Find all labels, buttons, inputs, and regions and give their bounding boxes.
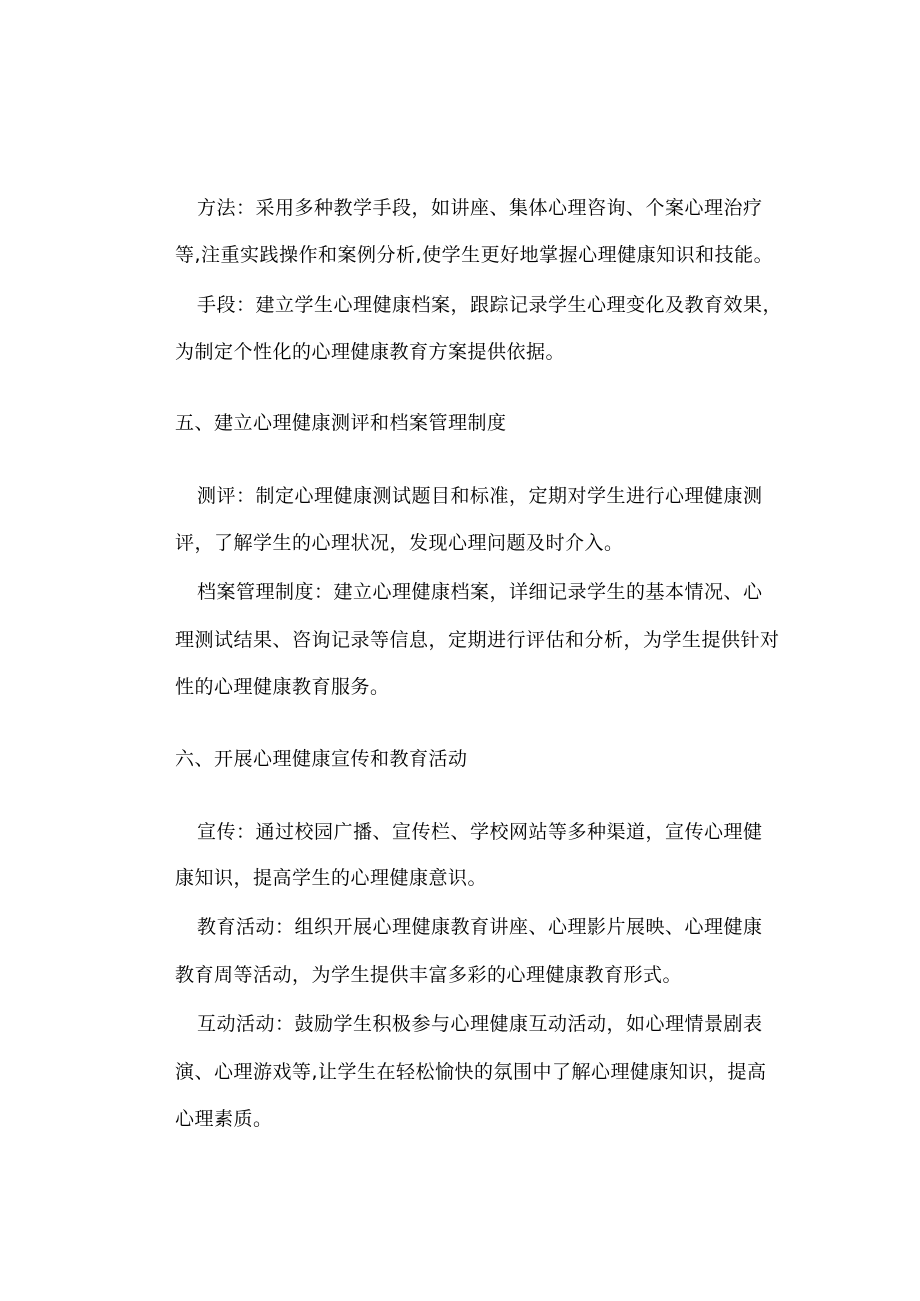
interactive-activity-line-1: 互动活动：鼓励学生积极参与心理健康互动活动，如心理情景剧表 bbox=[197, 1013, 763, 1035]
interactive-activity-line-2: 演、心理游戏等,让学生在轻松愉快的氛围中了解心理健康知识，提高 bbox=[175, 1061, 767, 1083]
means-line-1: 手段：建立学生心理健康档案，跟踪记录学生心理变化及教育效果， bbox=[197, 294, 783, 316]
publicity-line-2: 康知识，提高学生的心理健康意识。 bbox=[175, 867, 488, 889]
archive-line-3: 性的心理健康教育服务。 bbox=[175, 676, 390, 698]
means-line-2: 为制定个性化的心理健康教育方案提供依据。 bbox=[175, 341, 566, 363]
publicity-line-1: 宣传：通过校园广播、宣传栏、学校网站等多种渠道，宣传心理健 bbox=[197, 821, 763, 843]
section-six-heading: 六、开展心理健康宣传和教育活动 bbox=[175, 748, 468, 770]
assessment-line-2: 评，了解学生的心理状况，发现心理问题及时介入。 bbox=[175, 532, 624, 554]
method-line-1: 方法：采用多种教学手段，如讲座、集体心理咨询、个案心理治疗 bbox=[197, 197, 763, 219]
education-activity-line-2: 教育周等活动，为学生提供丰富多彩的心理健康教育形式。 bbox=[175, 964, 683, 986]
education-activity-line-1: 教育活动：组织开展心理健康教育讲座、心理影片展映、心理健康 bbox=[197, 916, 763, 938]
archive-line-1: 档案管理制度：建立心理健康档案，详细记录学生的基本情况、心 bbox=[197, 581, 763, 603]
method-line-2: 等,注重实践操作和案例分析,使学生更好地掌握心理健康知识和技能。 bbox=[175, 244, 774, 266]
archive-line-2: 理测试结果、咨询记录等信息，定期进行评估和分析，为学生提供针对 bbox=[175, 629, 780, 651]
assessment-line-1: 测评：制定心理健康测试题目和标准，定期对学生进行心理健康测 bbox=[197, 485, 763, 507]
interactive-activity-line-3: 心理素质。 bbox=[175, 1108, 273, 1130]
section-five-heading: 五、建立心理健康测评和档案管理制度 bbox=[175, 412, 507, 434]
